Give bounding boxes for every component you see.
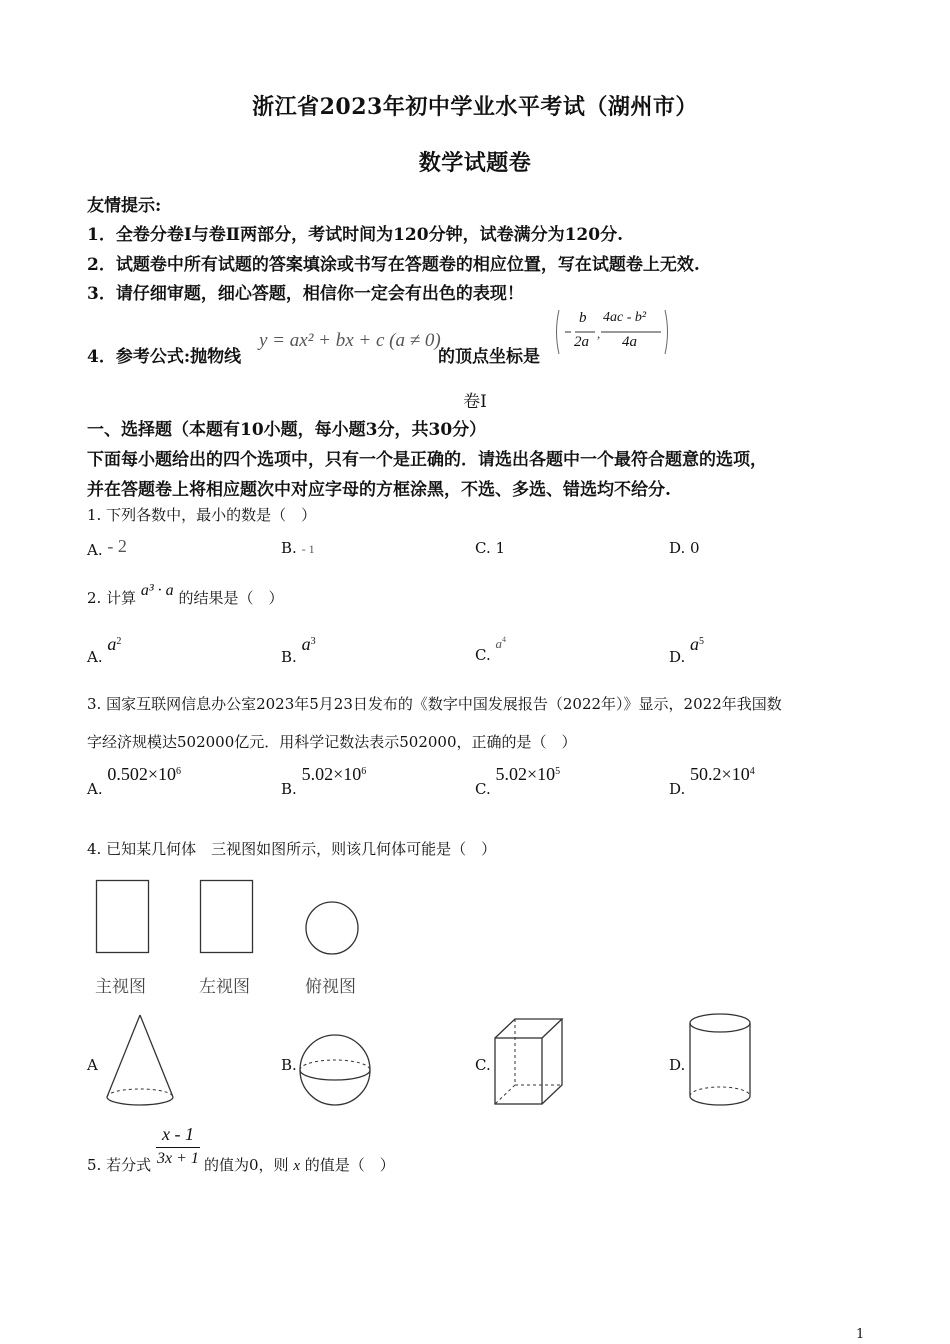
q3-option-b-exp: 6: [361, 766, 367, 777]
q5-variable: x: [293, 1158, 300, 1174]
q4-option-b-label: B.: [281, 1056, 297, 1074]
q2-option-d-label: D.: [669, 648, 686, 666]
page-subtitle: 数学试题卷: [418, 150, 532, 176]
q3-option-a-label: A.: [87, 780, 103, 798]
q2-option-a: [87, 634, 122, 666]
cone-diagram: [104, 1013, 176, 1108]
cylinder-diagram: [686, 1012, 754, 1108]
q2-option-d-base: a: [690, 634, 700, 654]
tip-item-3: 3．请仔细审题，细心答题，相信你一定会有出色的表现！: [87, 284, 524, 304]
q4-option-c-label: C.: [475, 1056, 491, 1074]
q2-option-c-base: a: [495, 636, 502, 651]
q1-option-c-label: C.: [475, 539, 491, 557]
q3-option-d-exp: 4: [749, 766, 755, 777]
vertex-x-denominator: 2a: [574, 334, 589, 350]
volume-label: 卷Ⅰ: [463, 392, 487, 412]
left-view-caption: 左视图: [199, 977, 250, 997]
q1-option-a-value: - 2: [107, 536, 127, 556]
q1-option-a: [87, 536, 127, 560]
q5-stem-rest: [204, 1154, 395, 1175]
svg-text:,: ,: [597, 326, 601, 341]
q2-option-c-exp: 4: [502, 635, 506, 644]
q2-option-a-label: A.: [87, 648, 103, 666]
cube-diagram: [492, 1016, 564, 1108]
q3-option-c: [475, 764, 561, 798]
q4-option-a-label: A: [87, 1056, 98, 1074]
q5-stem-middle: 的值为0，则: [204, 1156, 289, 1174]
q3-option-a-mantissa: 0.502×10: [107, 764, 177, 784]
page-title: 浙江省2023年初中学业水平考试（湖州市）: [252, 94, 698, 120]
q2-stem-suffix: 的结果是（ ）: [178, 589, 284, 607]
q1-option-b-value: - 1: [301, 542, 315, 556]
q1-option-b-label: B.: [281, 539, 297, 557]
q2-option-a-base: a: [107, 634, 117, 654]
parabola-formula: y = ax² + bx + c (a ≠ 0): [259, 330, 441, 351]
q3-stem-line-1: 3. 国家互联网信息办公室2023年5月23日发布的《数字中国发展报告（2022年）》显示，2022年我国数: [87, 695, 782, 713]
page-number: 1: [856, 1327, 865, 1342]
vertex-y-numerator: 4ac - b²: [603, 310, 647, 325]
q2-option-c-label: C.: [475, 646, 491, 664]
q3-option-b-mantissa: 5.02×10: [301, 764, 362, 784]
q3-option-d-label: D.: [669, 780, 686, 798]
q3-option-c-mantissa: 5.02×10: [495, 764, 556, 784]
q5-fraction-body: [156, 1124, 200, 1168]
q3-option-d-mantissa: 50.2×10: [690, 764, 750, 784]
q2-option-d: [669, 634, 705, 666]
q3-stem-line-2: 字经济规模达502000亿元．用科学记数法表示502000，正确的是（ ）: [87, 733, 577, 751]
q2-stem: [87, 582, 284, 608]
left-view-diagram: [199, 879, 255, 955]
q2-option-b-label: B.: [281, 648, 297, 666]
q3-option-b: [281, 764, 367, 798]
q5-fraction-numerator: x - 1: [156, 1124, 200, 1148]
q2-stem-math: a³ · a: [140, 582, 174, 599]
q3-option-c-label: C.: [475, 780, 491, 798]
sphere-diagram: [298, 1034, 374, 1108]
q1-option-d-label: D.: [669, 539, 686, 557]
q2-option-b-base: a: [301, 634, 311, 654]
tips-heading: 友情提示:: [87, 196, 162, 216]
q1-option-c-value: 1: [495, 539, 506, 557]
q3-option-a: [87, 764, 182, 798]
q2-option-c: [475, 634, 506, 664]
q1-option-c: [475, 539, 505, 557]
q5-stem-suffix: 的值是（ ）: [304, 1156, 395, 1174]
q1-option-a-label: A.: [87, 541, 103, 559]
q1-stem: 1. 下列各数中，最小的数是（ ）: [87, 506, 317, 524]
q2-option-d-exp: 5: [699, 636, 705, 647]
q5-stem-prefix: 5. 若分式: [87, 1156, 152, 1174]
top-view-caption: 俯视图: [305, 977, 356, 997]
tip-item-1: 1．全卷分卷Ⅰ与卷Ⅱ两部分，考试时间为120分钟，试卷满分为120分.: [87, 225, 623, 245]
tip-item-4-middle: 的顶点坐标是: [438, 347, 540, 367]
section-heading: 一、选择题（本题有10小题，每小题3分，共30分）: [87, 420, 487, 440]
section-instruction-2: 并在答题卷上将相应题次中对应字母的方框涂黑，不选、多选、错选均不给分.: [87, 480, 671, 500]
q1-option-b: [281, 539, 315, 557]
vertex-formula: [553, 308, 671, 356]
q3-option-b-label: B.: [281, 780, 297, 798]
section-instruction-1: 下面每小题给出的四个选项中，只有一个是正确的．请选出各题中一个最符合题意的选项，: [87, 450, 767, 470]
q4-option-d-label: D.: [669, 1056, 686, 1074]
vertex-y-denominator: 4a: [622, 334, 637, 350]
q2-stem-prefix: 2. 计算: [87, 589, 137, 607]
q3-option-a-exp: 6: [176, 766, 182, 777]
q3-option-c-exp: 5: [555, 766, 561, 777]
top-view-diagram: [304, 900, 362, 958]
front-view-caption: 主视图: [95, 977, 146, 997]
q1-option-d: [669, 539, 700, 557]
q4-stem: 4. 已知某几何体 三视图如图所示，则该几何体可能是（ ）: [87, 840, 497, 858]
q1-option-d-value: 0: [690, 539, 700, 557]
q2-option-b: [281, 634, 316, 666]
tip-item-4-prefix: 4．参考公式:抛物线: [87, 347, 242, 367]
front-view-diagram: [95, 879, 151, 955]
q5-fraction: [156, 1124, 200, 1168]
q3-option-d: [669, 764, 755, 798]
q5-fraction-denominator: 3x + 1: [157, 1150, 199, 1167]
q2-option-a-exp: 2: [116, 636, 122, 647]
q2-option-b-exp: 3: [310, 636, 316, 647]
tip-item-2: 2．试题卷中所有试题的答案填涂或书写在答题卷的相应位置，写在试题卷上无效.: [87, 255, 700, 275]
vertex-x-numerator: b: [579, 310, 587, 326]
